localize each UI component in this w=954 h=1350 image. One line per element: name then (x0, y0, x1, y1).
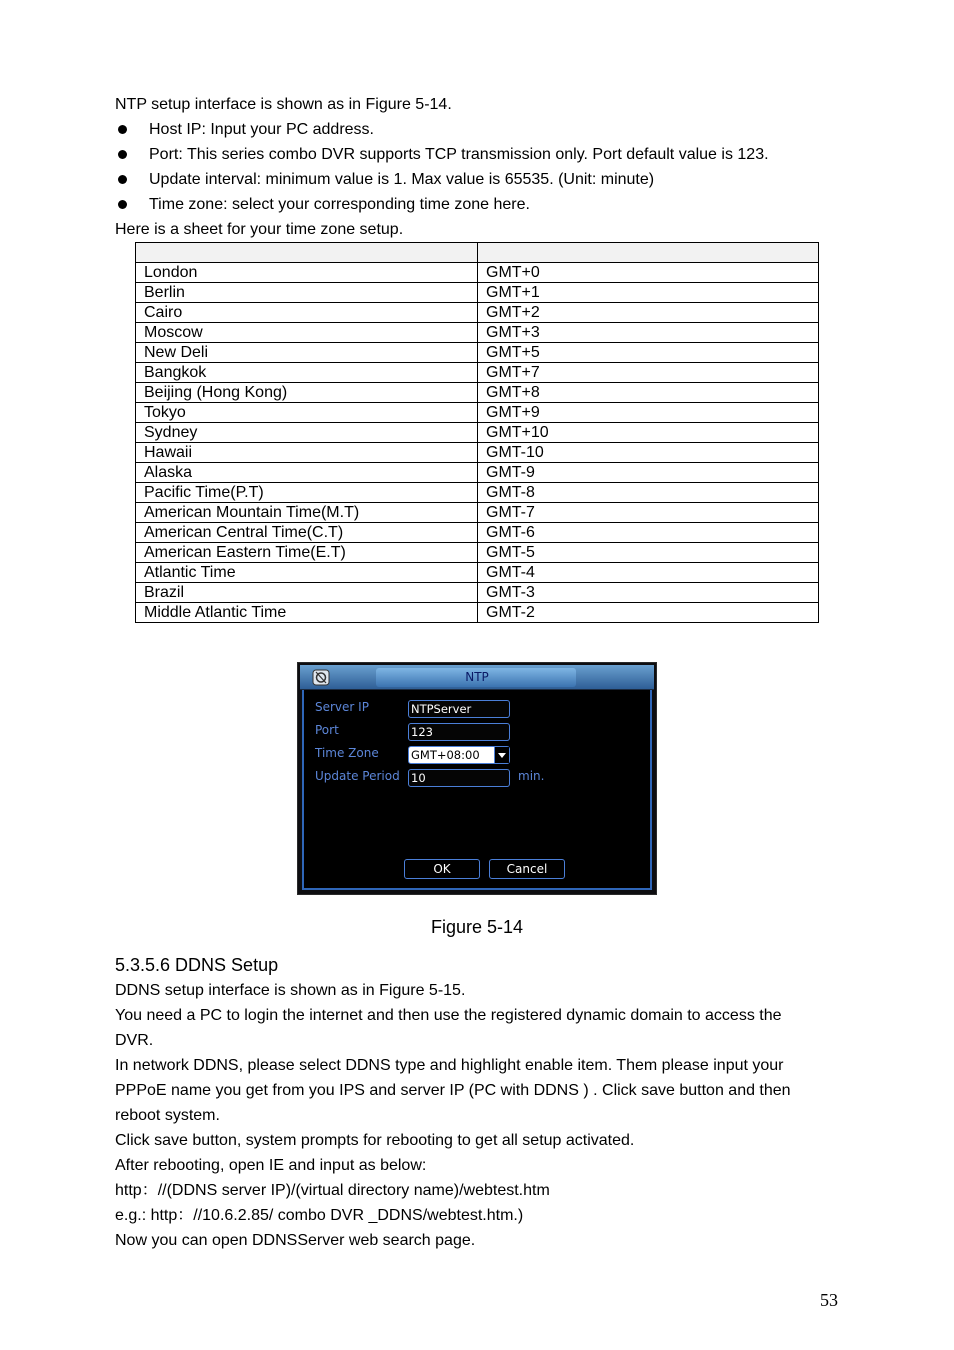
ddns-paragraph: In network DDNS, please select DDNS type and highlight enable item. Them please input your (115, 1057, 784, 1074)
table-row (136, 343, 819, 363)
city-cell: Moscow (136, 323, 478, 343)
gmt-offset-cell: GMT-5 (478, 543, 819, 563)
ddns-paragraph: You need a PC to login the internet and then use the registered dynamic domain to access the (115, 1007, 782, 1024)
page-number: 53 (820, 1290, 838, 1310)
city-cell: Sydney (136, 423, 478, 443)
dialog-title: NTP (465, 670, 489, 684)
city-cell: Hawaii (136, 443, 478, 463)
gmt-offset-cell: GMT-8 (478, 483, 819, 503)
city-cell: Middle Atlantic Time (136, 603, 478, 623)
ok-button[interactable]: OK (404, 859, 480, 879)
city-cell: Pacific Time(P.T) (136, 483, 478, 503)
time-zone-value: GMT+08:00 (411, 748, 480, 762)
city-cell: Atlantic Time (136, 563, 478, 583)
gmt-offset-cell: GMT-6 (478, 523, 819, 543)
gmt-offset-cell: GMT-2 (478, 603, 819, 623)
city-cell: Alaska (136, 463, 478, 483)
bullet-dot-icon (118, 125, 127, 134)
gmt-offset-cell: GMT-4 (478, 563, 819, 583)
bullet-dot-icon (118, 150, 127, 159)
timezone-table (135, 242, 819, 623)
gmt-offset-cell: GMT-7 (478, 503, 819, 523)
gmt-offset-cell: GMT+9 (478, 403, 819, 423)
table-header-cell (136, 243, 478, 263)
time-zone-select[interactable] (408, 746, 510, 764)
gmt-offset-cell: GMT+3 (478, 323, 819, 343)
intro-text: NTP setup interface is shown as in Figure 5-14. (115, 96, 452, 113)
city-cell: Berlin (136, 283, 478, 303)
gmt-offset-cell: GMT-10 (478, 443, 819, 463)
table-row (136, 323, 819, 343)
table-row (136, 543, 819, 563)
chevron-down-icon[interactable] (494, 747, 509, 763)
table-row (136, 403, 819, 423)
city-cell: American Central Time(C.T) (136, 523, 478, 543)
table-row (136, 503, 819, 523)
city-cell: Tokyo (136, 403, 478, 423)
section-heading: 5.3.5.6 DDNS Setup (115, 955, 279, 975)
update-unit-label: min. (518, 769, 545, 783)
ddns-paragraph: Click save button, system prompts for rebooting to get all setup activated. (115, 1132, 635, 1149)
gmt-offset-cell: GMT-3 (478, 583, 819, 603)
ddns-paragraph: Now you can open DDNSServer web search page. (115, 1232, 476, 1249)
table-row (136, 303, 819, 323)
ddns-paragraph: DDNS setup interface is shown as in Figure 5-15. (115, 982, 466, 999)
gmt-offset-cell: GMT+5 (478, 343, 819, 363)
table-row (136, 443, 819, 463)
gmt-offset-cell: GMT-9 (478, 463, 819, 483)
time-zone-label: Time Zone (315, 746, 379, 760)
table-row (136, 363, 819, 383)
update-period-label: Update Period (315, 769, 400, 783)
dialog-body (302, 690, 652, 890)
gmt-offset-cell: GMT+7 (478, 363, 819, 383)
gmt-offset-cell: GMT+1 (478, 283, 819, 303)
ddns-url-example: e.g.: http：//10.6.2.85/ combo DVR _DDNS/webtest.htm.) (115, 1207, 524, 1224)
bullet-dot-icon (118, 175, 127, 184)
bullet-dot-icon (118, 200, 127, 209)
server-ip-label: Server IP (315, 700, 369, 714)
table-row (136, 603, 819, 623)
city-cell: American Mountain Time(M.T) (136, 503, 478, 523)
gmt-offset-cell: GMT+0 (478, 263, 819, 283)
port-field[interactable]: 123 (408, 723, 510, 741)
ntp-dialog (297, 662, 657, 895)
table-header-row (136, 243, 819, 263)
table-row (136, 563, 819, 583)
sheet-intro: Here is a sheet for your time zone setup. (115, 221, 404, 238)
cancel-button[interactable]: Cancel (489, 859, 565, 879)
city-cell: Bangkok (136, 363, 478, 383)
table-row (136, 463, 819, 483)
table-header-cell (478, 243, 819, 263)
table-row (136, 383, 819, 403)
port-label: Port (315, 723, 339, 737)
ddns-paragraph: DVR. (115, 1032, 154, 1049)
ddns-paragraph: PPPoE name you get from you IPS and server IP (PC with DDNS ) . Click save button and then (115, 1082, 791, 1099)
table-row (136, 283, 819, 303)
ddns-paragraph: reboot system. (115, 1107, 220, 1124)
city-cell: Brazil (136, 583, 478, 603)
gmt-offset-cell: GMT+10 (478, 423, 819, 443)
city-cell: American Eastern Time(E.T) (136, 543, 478, 563)
table-row (136, 263, 819, 283)
figure-caption: Figure 5-14 (430, 917, 524, 937)
city-cell: London (136, 263, 478, 283)
ddns-url-format: http：//(DDNS server IP)/(virtual directory name)/webtest.htm (115, 1182, 550, 1199)
table-row (136, 523, 819, 543)
gmt-offset-cell: GMT+2 (478, 303, 819, 323)
table-row (136, 583, 819, 603)
server-ip-field[interactable]: NTPServer (408, 700, 510, 718)
ddns-paragraph: After rebooting, open IE and input as below: (115, 1157, 427, 1174)
gmt-offset-cell: GMT+8 (478, 383, 819, 403)
table-row (136, 423, 819, 443)
city-cell: Beijing (Hong Kong) (136, 383, 478, 403)
city-cell: Cairo (136, 303, 478, 323)
update-period-field[interactable]: 10 (408, 769, 510, 787)
dialog-title-bar (300, 665, 654, 690)
city-cell: New Deli (136, 343, 478, 363)
table-row (136, 483, 819, 503)
